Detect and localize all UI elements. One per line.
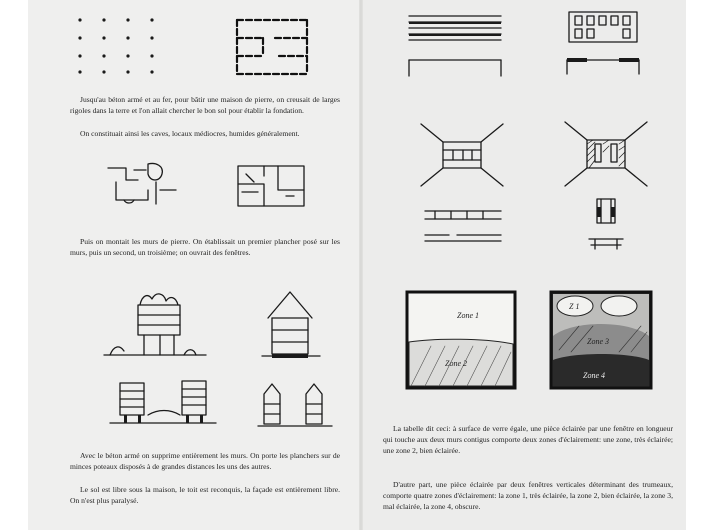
- paragraph-foundations: Jusqu'au béton armé et au fer, pour bâtir une maison de pierre, on creusait de larges rigoles dans la terre et l'on allait chercher le bon sol pour établir la fondation.: [70, 95, 340, 116]
- paragraph-stone-walls: Puis on montait les murs de pierre. On établissait un premier plancher posé sur les murs, puis un second, un troisième; on ouvrait des fenêtres.: [70, 237, 340, 258]
- page-gutter: [359, 0, 363, 530]
- vertical-window-plan-sketch: [583, 195, 631, 255]
- room-plan-sketch: [234, 160, 312, 212]
- paragraph-vertical-window-lighting: D'autre part, une pièce éclairée par deux fenêtres verticales déterminant des trumeaux, comporte quatre zones d'éclairement: la zone 1, très éclairée, la zone 2, bien éclairée, la zone 3, mal éclairée, la zone 4, obscure.: [383, 480, 673, 512]
- strip-window-plan-sketch: [421, 205, 511, 247]
- lighting-zones-diagram-strip: [405, 290, 517, 390]
- paragraph-strip-window-lighting: La tabelle dit ceci: à surface de verre égale, une pièce éclairée par une fenêtre en longueur qui touche aux deux murs contigus comporte deux zones d'éclairement: une zone, très éclairée; une zone 2, bien éclairée.: [383, 424, 673, 456]
- excavation-plan-sketch: [104, 160, 182, 208]
- right-page: [361, 0, 686, 530]
- pilotis-house-sketch: [100, 285, 210, 363]
- wall-plan-sketch: [233, 16, 311, 78]
- pilotis-dot-grid-sketch: [76, 14, 166, 76]
- paragraph-free-ground: Le sol est libre sous la maison, le toit est reconquis, la façade est entièrement libre. On n'est plus paralysé.: [70, 485, 340, 506]
- zone-label-4: Zone 4: [583, 371, 605, 380]
- city-buildings-sketch: [108, 375, 218, 435]
- zone-label-3: Zone 3: [587, 337, 609, 346]
- zone-label-1: Zone 1: [457, 311, 479, 320]
- left-page: [28, 0, 361, 530]
- zone-label-z1: Z 1: [569, 302, 580, 311]
- vertical-windows-facade-sketch: [563, 10, 643, 82]
- book-spread: [28, 0, 686, 530]
- paragraph-reinforced-concrete: Avec le béton armé on supprime entièrement les murs. On porte les planchers sur de minces poteaux disposés à de grandes distances les uns des autres.: [70, 451, 340, 472]
- long-window-room-sketch: [417, 120, 507, 190]
- vertical-window-room-sketch: [561, 118, 651, 190]
- zone-label-2: Zone 2: [445, 359, 467, 368]
- strip-window-facade-sketch: [405, 10, 505, 82]
- traditional-buildings-sketch: [256, 380, 334, 436]
- lighting-zones-diagram-vertical: [549, 290, 653, 390]
- traditional-house-sketch: [260, 288, 322, 363]
- paragraph-cellars: On constituait ainsi les caves, locaux médiocres, humides généralement.: [80, 129, 300, 138]
